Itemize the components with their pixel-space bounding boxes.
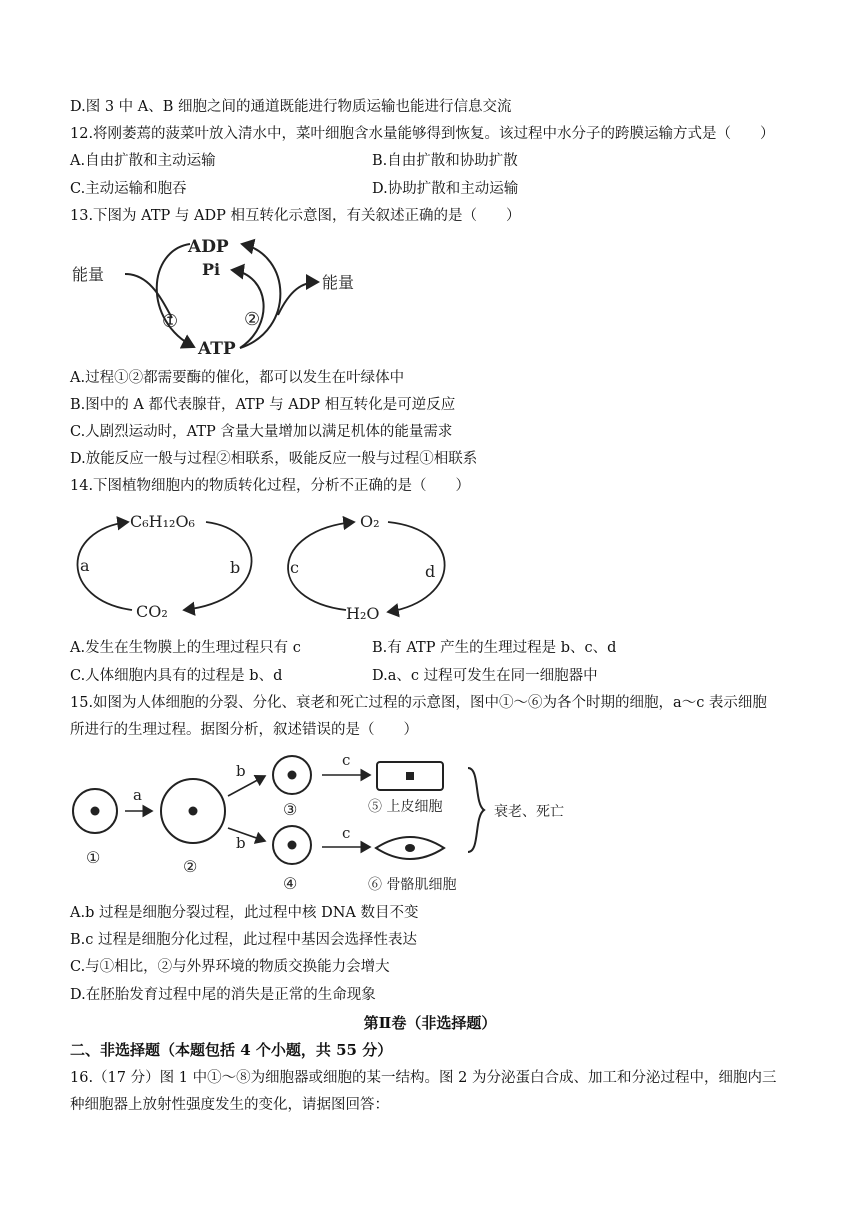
- cell-5-nucleus: [406, 772, 414, 780]
- cell-3-nucleus: [288, 771, 297, 780]
- cell-5-label: ⑤ 上皮细胞: [368, 799, 443, 815]
- q15-option-c: C.与①相比，②与外界环境的物质交换能力会增大: [70, 959, 390, 975]
- arrow-d: [388, 522, 445, 612]
- arrow-b-down: [228, 828, 265, 841]
- cell-4-label: ④: [283, 874, 298, 893]
- section-title: 第Ⅱ卷（非选择题）: [363, 1014, 497, 1032]
- cell-4-nucleus: [288, 841, 297, 850]
- arrow-b: [184, 522, 252, 610]
- arrow-a-label: a: [133, 786, 142, 804]
- process-a-label: a: [80, 556, 90, 575]
- cell-2-nucleus: [189, 807, 198, 816]
- brace: [468, 768, 484, 852]
- cell-6-label: ⑥ 骨骼肌细胞: [368, 877, 457, 893]
- q13-option-c: C.人剧烈运动时，ATP 含量大量增加以满足机体的能量需求: [70, 424, 453, 440]
- q12-option-c: C.主动运输和胞吞: [70, 181, 187, 197]
- adp-label: ADP: [188, 237, 229, 257]
- cell-1-nucleus: [91, 807, 100, 816]
- q12-option-d: D.协助扩散和主动运输: [372, 181, 519, 197]
- arrow-b-up-label: b: [236, 762, 246, 780]
- q16-line1: 16.（17 分）图 1 中①～⑧为细胞器或细胞的某一结构。图 2 为分泌蛋白合成、加工和分泌过程中，细胞内三: [70, 1070, 777, 1086]
- fate-label: 衰老、死亡: [494, 804, 564, 820]
- q12-option-a: A.自由扩散和主动运输: [70, 153, 216, 169]
- q16-line2: 种细胞器上放射性强度发生的变化，请据图回答：: [70, 1097, 389, 1113]
- q12-stem: 12.将刚萎蔫的菠菜叶放入清水中，菜叶细胞含水量能够得到恢复。该过程中水分子的跨膜运输方式是（ ）: [70, 126, 775, 142]
- q15-option-b: B.c 过程是细胞分化过程，此过程中基因会选择性表达: [70, 932, 417, 948]
- glucose-label: C₆H₁₂O₆: [130, 512, 195, 531]
- h2o-label: H₂O: [346, 604, 380, 623]
- q13-option-d: D.放能反应一般与过程②相联系，吸能反应一般与过程①相联系: [70, 451, 478, 467]
- q15-stem-line1: 15.如图为人体细胞的分裂、分化、衰老和死亡过程的示意图，图中①～⑥为各个时期的细胞，a～c 表示细胞: [70, 695, 767, 711]
- arrow-b-down-label: b: [236, 834, 246, 852]
- energy-left-label: 能量: [72, 265, 105, 284]
- atp-adp-cycle-diagram: [70, 230, 370, 360]
- q15-option-a: A.b 过程是细胞分裂过程，此过程中核 DNA 数目不变: [70, 905, 419, 921]
- arrow-c-up-label: c: [342, 751, 351, 769]
- arrow-energy-out: [278, 282, 318, 315]
- section-heading: 二、非选择题（本题包括 4 个小题，共 55 分）: [70, 1041, 393, 1059]
- q14-option-a: A.发生在生物膜上的生理过程只有 c: [70, 640, 301, 656]
- q14-option-c: C.人体细胞内具有的过程是 b、d: [70, 668, 283, 684]
- co2-label: CO₂: [136, 602, 168, 621]
- q12-option-b: B.自由扩散和协助扩散: [372, 153, 518, 169]
- pi-label: Pi: [202, 260, 221, 279]
- q14-option-d: D.a、c 过程可发生在同一细胞器中: [372, 668, 598, 684]
- q15-stem-line2: 所进行的生理过程。据图分析，叙述错误的是（ ）: [70, 722, 418, 738]
- q14-stem: 14.下图植物细胞内的物质转化过程，分析不正确的是（ ）: [70, 478, 471, 494]
- q14-option-b: B.有 ATP 产生的生理过程是 b、c、d: [372, 640, 617, 656]
- atp-label: ATP: [198, 339, 236, 359]
- q13-option-b: B.图中的 A 都代表腺苷，ATP 与 ADP 相互转化是可逆反应: [70, 397, 456, 413]
- process-2-label: ②: [244, 309, 261, 330]
- cell-6-nucleus: [405, 844, 415, 852]
- energy-right-label: 能量: [322, 273, 355, 292]
- material-conversion-diagram: [70, 505, 470, 630]
- arrow-c-down-label: c: [342, 824, 351, 842]
- q13-stem: 13.下图为 ATP 与 ADP 相互转化示意图，有关叙述正确的是（ ）: [70, 208, 521, 224]
- process-1-label: ①: [162, 311, 179, 332]
- arrow-atp-to-adp: [240, 244, 280, 348]
- q13-option-a: A.过程①②都需要酶的催化，都可以发生在叶绿体中: [70, 370, 405, 386]
- arrow-b-up: [228, 776, 265, 796]
- process-c-label: c: [290, 558, 299, 577]
- q11-option-d: D.图 3 中 A、B 细胞之间的通道既能进行物质运输也能进行信息交流: [70, 99, 512, 115]
- process-d-label: d: [425, 562, 436, 581]
- cell-development-diagram: [70, 748, 590, 898]
- o2-label: O₂: [360, 512, 380, 531]
- q15-option-d: D.在胚胎发育过程中尾的消失是正常的生命现象: [70, 987, 376, 1003]
- cell-1-label: ①: [86, 848, 101, 867]
- cell-3-label: ③: [283, 800, 298, 819]
- process-b-label: b: [230, 558, 241, 577]
- cell-2-label: ②: [183, 857, 198, 876]
